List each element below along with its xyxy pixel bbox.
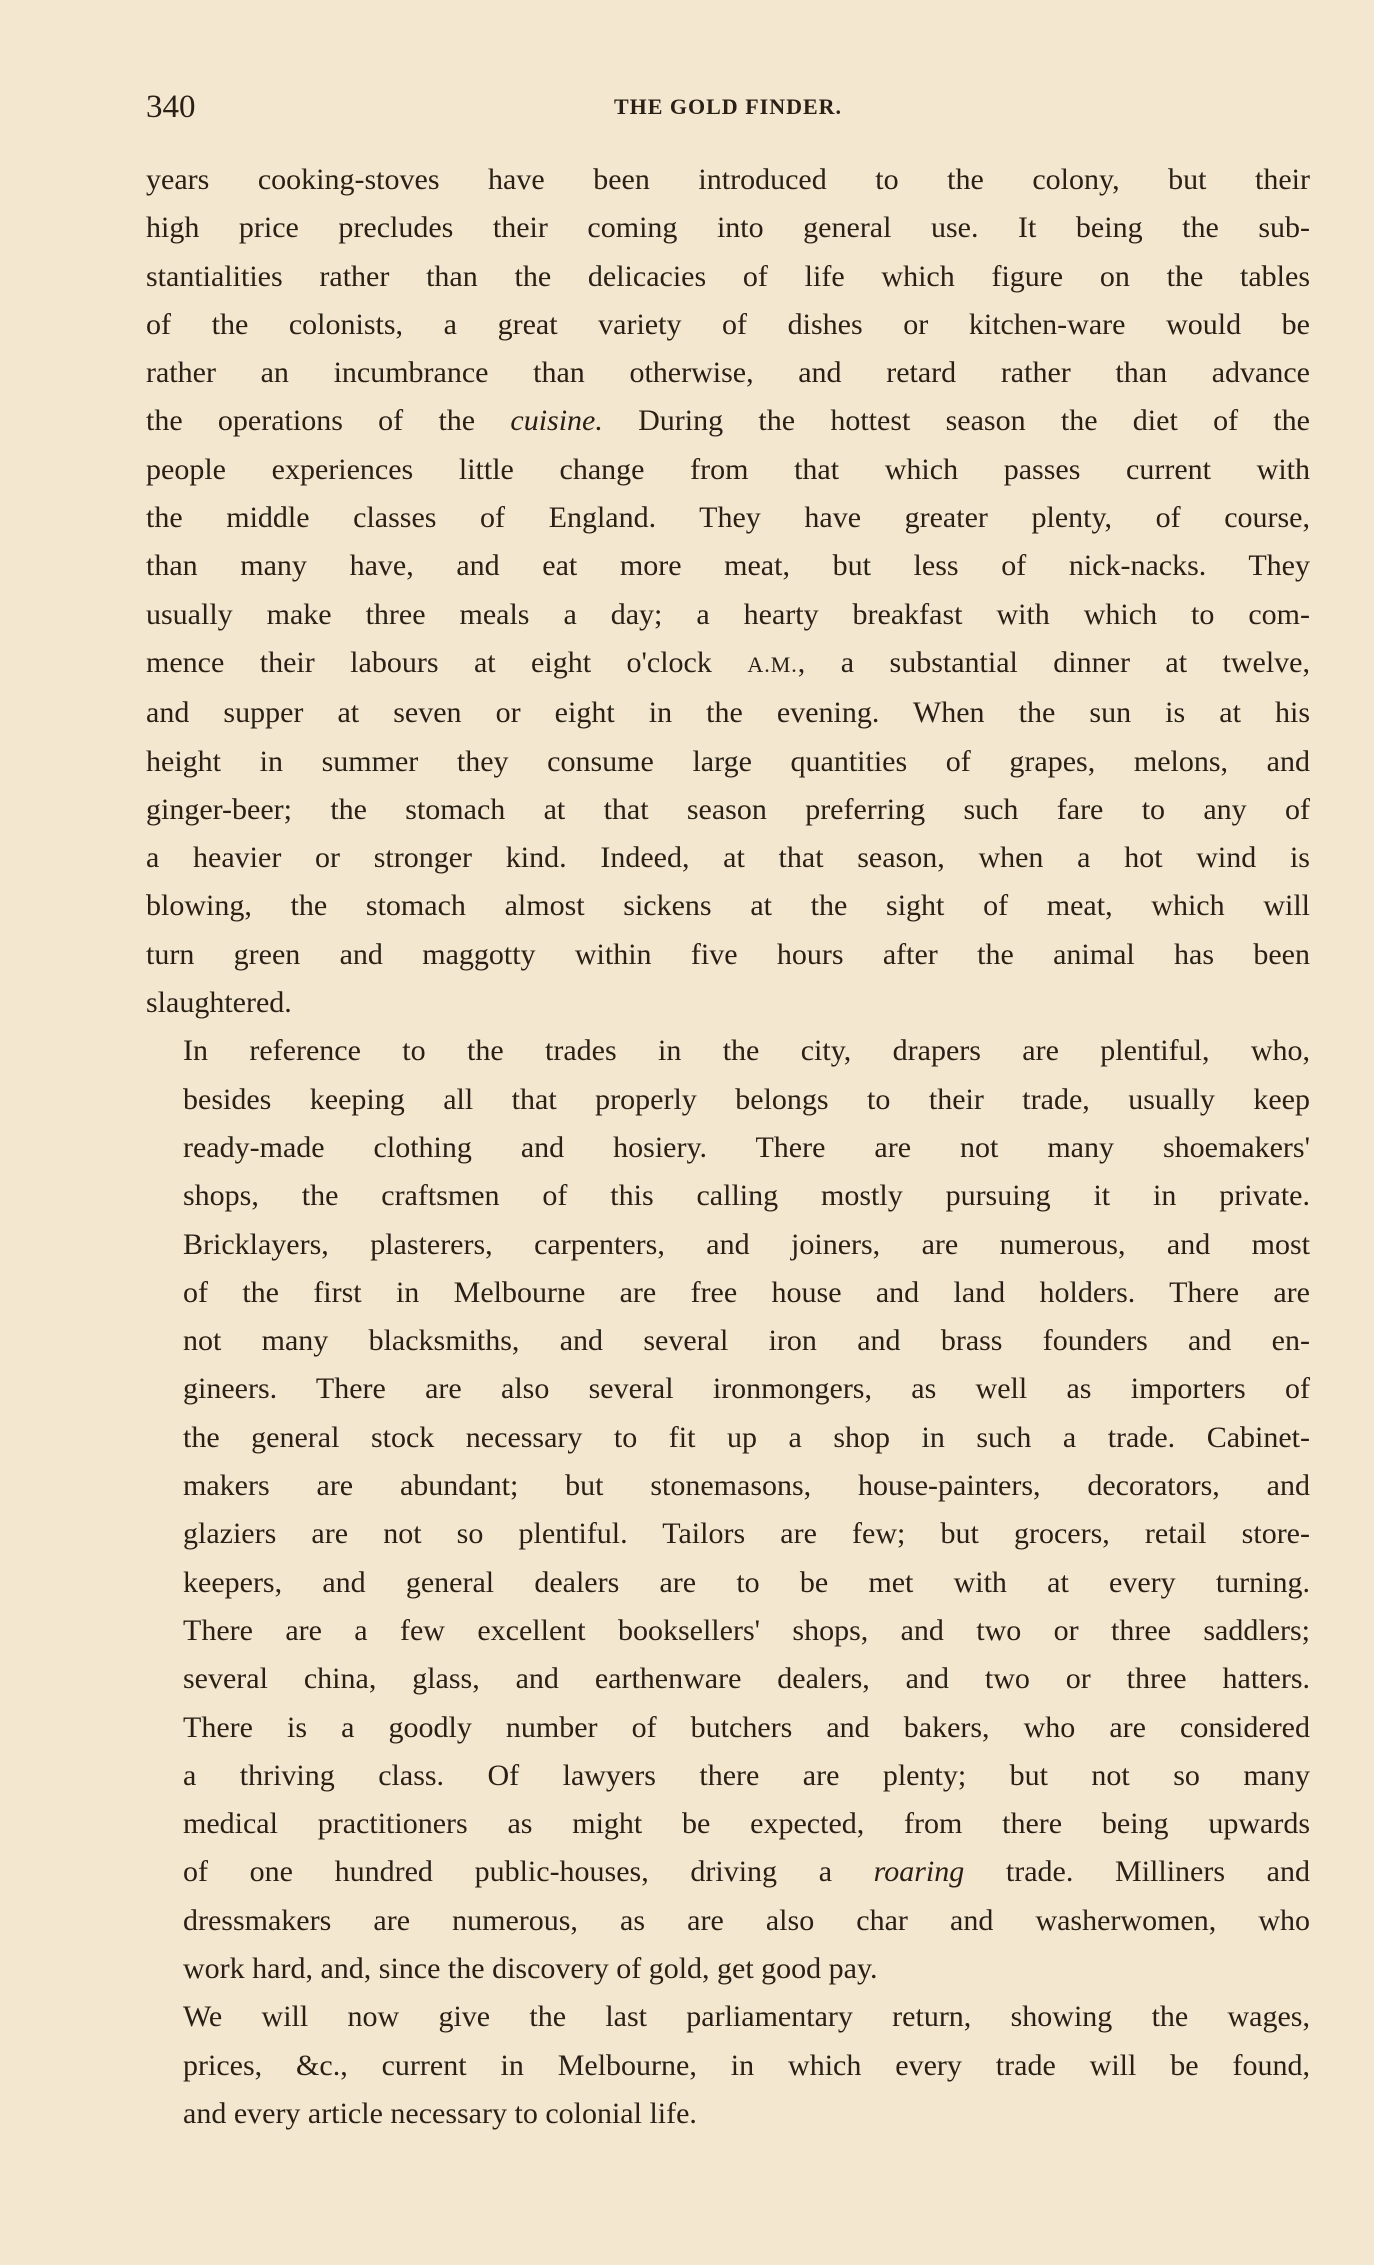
text-line: Bricklayers, plasterers, carpenters, and joiners, are numerous, and most xyxy=(183,1227,1310,1261)
text-line: We will now give the last parliamentary return, showing the wages, xyxy=(183,2000,1310,2034)
text-segment: During the hottest season the diet of the xyxy=(638,404,1310,438)
text-line: several china, glass, and earthenware dealers, and two or three hatters. xyxy=(183,1662,1310,1696)
text-line: than many have, and eat more meat, but less of nick-nacks. They xyxy=(146,549,1310,583)
text-line: blowing, the stomach almost sickens at the sight of meat, which will xyxy=(146,889,1310,923)
running-head: THE GOLD FINDER. xyxy=(613,94,843,119)
text-line: high price precludes their coming into general use. It being the sub- xyxy=(146,211,1310,245)
text-line: and supper at seven or eight in the evening. When the sun is at his xyxy=(146,696,1310,730)
text-line: gineers. There are also several ironmongers, as well as importers of xyxy=(183,1372,1310,1406)
paragraph-diet xyxy=(146,156,1310,1027)
text-line: prices, &c., current in Melbourne, in which every trade will be found, xyxy=(183,2048,1310,2082)
text-line: and every article necessary to colonial life. xyxy=(183,2096,697,2130)
text-line xyxy=(146,397,1310,445)
text-line: stantialities rather than the delicacies of life which figure on the tables xyxy=(146,259,1310,293)
text-line: besides keeping all that properly belongs to their trade, usually keep xyxy=(183,1082,1310,1116)
text-line: dressmakers are numerous, as are also char and washerwomen, who xyxy=(183,1903,1310,1937)
text-line: There is a goodly number of butchers and bakers, who are considered xyxy=(183,1710,1310,1744)
text-segment: the operations of the xyxy=(146,404,476,438)
text-line xyxy=(146,1848,1310,1896)
text-line: a heavier or stronger kind. Indeed, at that season, when a hot wind is xyxy=(146,841,1310,875)
text-line: slaughtered. xyxy=(146,986,292,1020)
page-number: 340 xyxy=(146,89,196,125)
text-line: shops, the craftsmen of this calling mostly pursuing it in private. xyxy=(183,1179,1310,1213)
paragraph-trades xyxy=(146,1027,1310,1993)
text-line: glaziers are not so plentiful. Tailors are few; but grocers, retail store- xyxy=(183,1517,1310,1551)
text-line: work hard, and, since the discovery of gold, get good pay. xyxy=(183,1951,878,1985)
text-segment: , a substantial dinner at twelve, xyxy=(797,645,1310,679)
text-line xyxy=(146,639,1310,689)
text-line: In reference to the trades in the city, drapers are plentiful, who, xyxy=(183,1034,1310,1068)
italic-word: cuisine. xyxy=(510,404,603,438)
text-segment: trade. Milliners and xyxy=(1005,1855,1310,1889)
body-text xyxy=(146,156,1310,2138)
italic-word: roaring xyxy=(873,1855,965,1889)
text-line: turn green and maggotty within five hours after the animal has been xyxy=(146,937,1310,971)
text-line: not many blacksmiths, and several iron and brass founders and en- xyxy=(183,1324,1310,1358)
text-line: ready-made clothing and hosiery. There are not many shoemakers' xyxy=(183,1130,1310,1164)
text-line: height in summer they consume large quantities of grapes, melons, and xyxy=(146,744,1310,778)
text-line: makers are abundant; but stonemasons, house-painters, decorators, and xyxy=(183,1469,1310,1503)
text-segment: of one hundred public-houses, driving a xyxy=(183,1855,833,1889)
text-line: a thriving class. Of lawyers there are plenty; but not so many xyxy=(183,1758,1310,1792)
text-line: of the first in Melbourne are free house and land holders. There are xyxy=(183,1275,1310,1309)
paragraph-return xyxy=(146,1993,1310,2138)
text-line: of the colonists, a great variety of dishes or kitchen-ware would be xyxy=(146,307,1310,341)
text-line: medical practitioners as might be expected, from there being upwards xyxy=(183,1807,1310,1841)
text-line: usually make three meals a day; a hearty breakfast with which to com- xyxy=(146,597,1310,631)
text-line: keepers, and general dealers are to be met with at every turning. xyxy=(183,1565,1310,1599)
text-line: the general stock necessary to fit up a shop in such a trade. Cabinet- xyxy=(183,1420,1310,1454)
text-segment: mence their labours at eight o'clock xyxy=(146,645,712,679)
text-line: the middle classes of England. They have greater plenty, of course, xyxy=(146,501,1310,535)
text-line: There are a few excellent booksellers' shops, and two or three saddlers; xyxy=(183,1613,1310,1647)
text-line: years cooking-stoves have been introduced to the colony, but their xyxy=(146,163,1310,196)
text-line: rather an incumbrance than otherwise, and retard rather than advance xyxy=(146,356,1310,390)
text-line: ginger-beer; the stomach at that season preferring such fare to any of xyxy=(146,792,1310,826)
text-line: people experiences little change from that which passes current with xyxy=(146,452,1310,486)
small-caps-abbreviation: A.M. xyxy=(747,651,798,677)
page-header xyxy=(146,82,1310,132)
